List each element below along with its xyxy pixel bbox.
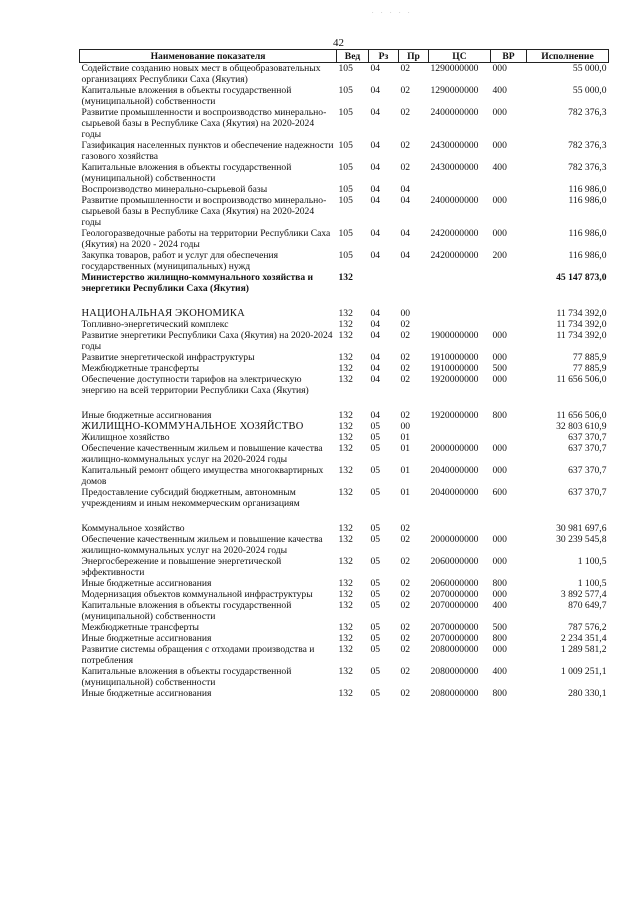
table-row [80, 352, 609, 363]
cell-rz: 05 [370, 633, 381, 644]
cell-vr: 400 [492, 162, 507, 173]
table-row [80, 556, 609, 578]
cell-name: Капитальные вложения в объекты государственной (муниципальной) собственности [81, 600, 292, 622]
table-row [80, 228, 609, 250]
cell-cs: 1920000000 [430, 410, 479, 421]
cell-exec: 1 009 251,1 [560, 666, 607, 677]
cell-vr: 000 [492, 556, 507, 567]
cell-exec: 787 576,2 [568, 622, 607, 633]
cell-cs: 1290000000 [430, 63, 479, 74]
table-row [80, 432, 609, 443]
cell-vr: 600 [492, 487, 507, 498]
cell-cs: 2430000000 [430, 162, 479, 173]
cell-ved: 105 [338, 107, 353, 118]
header-exec: Исполнение [527, 50, 609, 63]
cell-exec: 11 734 392,0 [556, 308, 607, 319]
top-marks: . . . . . [372, 9, 413, 15]
table-row [80, 184, 609, 195]
cell-pr: 02 [400, 556, 411, 567]
cell-ved: 105 [338, 228, 353, 239]
cell-vr: 500 [492, 363, 507, 374]
cell-rz: 05 [370, 465, 381, 476]
cell-exec: 32 803 610,9 [556, 421, 607, 432]
cell-rz: 05 [370, 556, 381, 567]
cell-vr [491, 272, 527, 308]
cell-pr: 01 [400, 443, 411, 454]
cell-vr: 000 [492, 228, 507, 239]
cell-ved: 132 [338, 432, 353, 443]
cell-vr: 000 [492, 443, 507, 454]
cell-exec: 77 885,9 [572, 352, 607, 363]
cell-name: Предоставление субсидий бюджетным, автономным учреждениям и иным некоммерческим организациям [81, 487, 300, 509]
cell-pr: 02 [400, 644, 411, 655]
cell-cs: 1910000000 [430, 352, 479, 363]
cell-exec: 1 100,5 [577, 556, 607, 567]
cell-exec: 30 981 697,6 [556, 523, 607, 534]
header-rz: Рз [369, 50, 399, 63]
cell-rz: 05 [370, 487, 381, 498]
cell-pr: 02 [400, 374, 411, 385]
cell-ved: 132 [338, 487, 353, 498]
cell-name: Развитие промышленности и воспроизводство минерально-сырьевой базы в Республике Саха (Якутия) на 2020-2024 годы [81, 107, 327, 140]
cell-ved: 132 [338, 578, 353, 589]
cell-rz: 05 [370, 666, 381, 677]
cell-exec: 77 885,9 [572, 363, 607, 374]
cell-pr: 02 [400, 410, 411, 421]
cell-rz: 05 [370, 523, 381, 534]
cell-ved: 132 [338, 556, 353, 567]
cell-ved: 132 [338, 352, 353, 363]
cell-vr [491, 421, 527, 432]
cell-vr: 400 [492, 666, 507, 677]
cell-rz: 04 [370, 107, 381, 118]
table-row [80, 534, 609, 556]
cell-cs [429, 523, 491, 534]
cell-name: Иные бюджетные ассигнования [81, 688, 212, 699]
table-row [80, 162, 609, 184]
cell-rz: 04 [370, 140, 381, 151]
table-row [80, 63, 609, 86]
cell-rz: 04 [370, 410, 381, 421]
table-row [80, 421, 609, 432]
cell-vr: 400 [492, 85, 507, 96]
cell-pr: 02 [400, 578, 411, 589]
cell-exec: 637 370,7 [568, 465, 607, 476]
table-row [80, 107, 609, 140]
cell-name: Обеспечение качественным жильем и повышение качества жилищно-коммунальных услуг на 2020-2024 годы [81, 534, 323, 556]
cell-rz: 04 [370, 374, 381, 385]
table-row [80, 465, 609, 487]
cell-ved: 132 [338, 443, 353, 454]
cell-vr: 000 [492, 63, 507, 74]
cell-pr: 02 [400, 352, 411, 363]
cell-cs: 2400000000 [430, 195, 479, 206]
cell-pr: 02 [400, 330, 411, 341]
cell-pr: 00 [400, 308, 411, 319]
table-row [80, 410, 609, 421]
cell-ved: 105 [338, 195, 353, 206]
cell-name: Иные бюджетные ассигнования [81, 578, 212, 589]
cell-ved: 132 [338, 633, 353, 644]
cell-pr: 02 [400, 107, 411, 118]
cell-cs: 2040000000 [430, 487, 479, 498]
cell-name: Обеспечение качественным жильем и повышение качества жилищно-коммунальных услуг на 2020-2024 годы [81, 443, 323, 465]
cell-ved: 132 [338, 644, 353, 655]
cell-vr: 000 [492, 589, 507, 600]
cell-cs: 2070000000 [430, 589, 479, 600]
cell-pr: 01 [400, 465, 411, 476]
cell-rz: 05 [370, 600, 381, 611]
cell-vr [491, 432, 527, 443]
cell-vr: 000 [492, 374, 507, 385]
table-row [80, 578, 609, 589]
cell-name: Развитие энергетики Республики Саха (Якутия) на 2020-2024 годы [81, 330, 333, 352]
cell-rz: 05 [370, 443, 381, 454]
cell-ved: 132 [338, 308, 353, 319]
cell-pr: 02 [400, 589, 411, 600]
cell-ved: 132 [338, 534, 353, 545]
cell-rz: 04 [370, 308, 381, 319]
cell-rz: 04 [370, 363, 381, 374]
cell-pr: 00 [400, 421, 411, 432]
cell-name: НАЦИОНАЛЬНАЯ ЭКОНОМИКА [81, 308, 245, 319]
cell-vr: 000 [492, 352, 507, 363]
cell-pr: 02 [400, 523, 411, 534]
cell-name: Межбюджетные трансферты [81, 363, 199, 374]
cell-cs: 2080000000 [430, 666, 479, 677]
cell-vr: 000 [492, 140, 507, 151]
cell-ved: 132 [338, 330, 353, 341]
cell-rz: 04 [370, 63, 381, 74]
cell-rz: 04 [370, 184, 381, 195]
cell-cs: 2040000000 [430, 465, 479, 476]
table-row [80, 600, 609, 622]
cell-rz: 04 [370, 85, 381, 96]
table-row [80, 374, 609, 410]
table-row [80, 85, 609, 107]
cell-name: Иные бюджетные ассигнования [81, 410, 212, 421]
cell-pr: 02 [400, 63, 411, 74]
cell-exec: 782 376,3 [568, 162, 607, 173]
cell-name: Модернизация объектов коммунальной инфраструктуры [81, 589, 313, 600]
cell-name: Закупка товаров, работ и услуг для обеспечения государственных (муниципальных) нужд [81, 250, 279, 272]
cell-name: Жилищное хозяйство [81, 432, 170, 443]
cell-cs: 2060000000 [430, 578, 479, 589]
cell-name: Межбюджетные трансферты [81, 622, 199, 633]
table-body [80, 63, 609, 700]
cell-pr: 02 [400, 622, 411, 633]
cell-name: Министерство жилищно-коммунального хозяйства и энергетики Республики Саха (Якутия) [81, 272, 314, 294]
cell-ved: 132 [338, 319, 353, 330]
table-row [80, 319, 609, 330]
cell-cs [429, 308, 491, 319]
cell-ved: 105 [338, 85, 353, 96]
cell-vr [491, 319, 527, 330]
table-row [80, 633, 609, 644]
table-row [80, 308, 609, 319]
cell-rz: 05 [370, 644, 381, 655]
table-row [80, 250, 609, 272]
table-row [80, 330, 609, 352]
cell-cs: 2060000000 [430, 556, 479, 567]
cell-ved: 132 [338, 688, 353, 699]
cell-cs: 2420000000 [430, 228, 479, 239]
cell-name: Геологоразведочные работы на территории Республики Саха (Якутия) на 2020 - 2024 годы [81, 228, 331, 250]
cell-name: Топливно-энергетический комплекс [81, 319, 229, 330]
cell-rz: 04 [370, 330, 381, 341]
cell-pr: 04 [400, 184, 411, 195]
cell-exec: 637 370,7 [568, 432, 607, 443]
cell-rz: 05 [370, 578, 381, 589]
cell-exec: 11 734 392,0 [556, 319, 607, 330]
table-row [80, 589, 609, 600]
cell-rz: 04 [370, 352, 381, 363]
cell-exec: 782 376,3 [568, 140, 607, 151]
cell-vr: 400 [492, 600, 507, 611]
cell-pr: 04 [400, 250, 411, 261]
cell-name: ЖИЛИЩНО-КОММУНАЛЬНОЕ ХОЗЯЙСТВО [81, 421, 304, 432]
cell-pr: 02 [400, 363, 411, 374]
cell-ved: 132 [338, 410, 353, 421]
cell-name: Обеспечение доступности тарифов на электрическую энергию на всей территории Республики Саха (Якутия) [81, 374, 309, 396]
cell-vr [491, 184, 527, 195]
cell-exec: 3 892 577,4 [560, 589, 607, 600]
cell-name: Иные бюджетные ассигнования [81, 633, 212, 644]
cell-exec: 45 147 873,0 [556, 272, 607, 283]
cell-exec: 11 656 506,0 [556, 410, 607, 421]
cell-rz: 04 [370, 162, 381, 173]
cell-vr: 800 [492, 578, 507, 589]
table-row [80, 688, 609, 699]
cell-pr: 02 [400, 688, 411, 699]
header-ved: Вед [337, 50, 369, 63]
cell-vr: 800 [492, 688, 507, 699]
header-cs: ЦС [429, 50, 491, 63]
cell-pr: 02 [400, 140, 411, 151]
cell-name: Капитальные вложения в объекты государственной (муниципальной) собственности [81, 162, 292, 184]
table-row [80, 272, 609, 308]
cell-name: Содействие созданию новых мест в общеобразовательных организациях Республики Саха (Якутия) [81, 63, 321, 85]
cell-rz: 04 [370, 228, 381, 239]
cell-exec: 11 656 506,0 [556, 374, 607, 385]
cell-ved: 132 [338, 421, 353, 432]
cell-name: Коммунальное хозяйство [81, 523, 185, 534]
cell-cs: 2080000000 [430, 688, 479, 699]
cell-rz: 05 [370, 432, 381, 443]
cell-rz: 05 [370, 534, 381, 545]
table-row [80, 195, 609, 228]
cell-cs: 2000000000 [430, 534, 479, 545]
budget-execution-table [79, 49, 609, 699]
cell-vr: 800 [492, 410, 507, 421]
cell-ved: 132 [338, 600, 353, 611]
cell-ved: 132 [338, 622, 353, 633]
cell-name: Развитие промышленности и воспроизводство минерально-сырьевой базы в Республике Саха (Якутия) на 2020-2024 годы [81, 195, 327, 228]
cell-cs: 1920000000 [430, 374, 479, 385]
table-row [80, 443, 609, 465]
cell-vr: 000 [492, 465, 507, 476]
table-header-row [80, 50, 609, 63]
cell-name: Капитальный ремонт общего имущества многоквартирных домов [81, 465, 324, 487]
header-pr: Пр [399, 50, 429, 63]
cell-vr: 000 [492, 330, 507, 341]
table-row [80, 487, 609, 523]
cell-exec: 1 100,5 [577, 578, 607, 589]
cell-rz: 05 [370, 688, 381, 699]
cell-cs [429, 319, 491, 330]
cell-rz: 05 [370, 421, 381, 432]
cell-ved: 132 [338, 666, 353, 677]
cell-rz: 04 [370, 195, 381, 206]
cell-vr [491, 308, 527, 319]
cell-exec: 280 330,1 [568, 688, 607, 699]
cell-ved: 132 [338, 363, 353, 374]
table-row [80, 622, 609, 633]
cell-vr: 000 [492, 195, 507, 206]
cell-cs: 2430000000 [430, 140, 479, 151]
cell-exec: 116 986,0 [568, 228, 607, 239]
page-number: 42 [333, 37, 344, 49]
cell-name: Воспроизводство минерально-сырьевой базы [81, 184, 268, 195]
table-row [80, 666, 609, 688]
cell-cs: 2400000000 [430, 107, 479, 118]
cell-ved: 105 [338, 63, 353, 74]
cell-pr: 02 [400, 319, 411, 330]
cell-name: Развитие энергетической инфраструктуры [81, 352, 255, 363]
cell-cs [429, 421, 491, 432]
cell-cs [429, 272, 491, 308]
cell-exec: 782 376,3 [568, 107, 607, 118]
cell-cs [429, 184, 491, 195]
cell-rz [369, 272, 399, 308]
cell-rz: 04 [370, 319, 381, 330]
cell-exec: 116 986,0 [568, 195, 607, 206]
cell-ved: 132 [338, 465, 353, 476]
cell-vr: 000 [492, 107, 507, 118]
cell-rz: 04 [370, 250, 381, 261]
cell-pr: 04 [400, 228, 411, 239]
cell-cs: 2420000000 [430, 250, 479, 261]
table-row [80, 523, 609, 534]
cell-ved: 105 [338, 140, 353, 151]
cell-vr: 000 [492, 644, 507, 655]
cell-ved: 132 [338, 374, 353, 385]
cell-cs: 1900000000 [430, 330, 479, 341]
cell-exec: 11 734 392,0 [556, 330, 607, 341]
cell-vr [491, 523, 527, 534]
cell-exec: 637 370,7 [568, 487, 607, 498]
cell-exec: 116 986,0 [568, 184, 607, 195]
cell-ved: 105 [338, 184, 353, 195]
cell-name: Капитальные вложения в объекты государственной (муниципальной) собственности [81, 666, 292, 688]
cell-cs: 2070000000 [430, 600, 479, 611]
cell-pr [399, 272, 429, 308]
cell-exec: 870 649,7 [568, 600, 607, 611]
cell-cs: 2080000000 [430, 644, 479, 655]
cell-ved: 105 [338, 250, 353, 261]
cell-cs: 1910000000 [430, 363, 479, 374]
cell-name: Развитие системы обращения с отходами производства и потребления [81, 644, 315, 666]
cell-cs: 2070000000 [430, 622, 479, 633]
table-row [80, 644, 609, 666]
cell-ved: 132 [338, 523, 353, 534]
cell-rz: 05 [370, 589, 381, 600]
cell-cs: 2000000000 [430, 443, 479, 454]
cell-exec: 1 289 581,2 [560, 644, 607, 655]
cell-vr: 500 [492, 622, 507, 633]
cell-exec: 30 239 545,8 [556, 534, 607, 545]
cell-ved: 132 [338, 589, 353, 600]
cell-vr: 800 [492, 633, 507, 644]
cell-exec: 55 000,0 [572, 85, 607, 96]
cell-name: Газификация населенных пунктов и обеспечение надежности газового хозяйства [81, 140, 334, 162]
cell-pr: 01 [400, 487, 411, 498]
cell-ved: 132 [338, 272, 353, 283]
cell-cs [429, 432, 491, 443]
cell-pr: 04 [400, 195, 411, 206]
cell-pr: 02 [400, 534, 411, 545]
cell-cs: 1290000000 [430, 85, 479, 96]
cell-exec: 637 370,7 [568, 443, 607, 454]
cell-vr: 000 [492, 534, 507, 545]
cell-name: Капитальные вложения в объекты государственной (муниципальной) собственности [81, 85, 292, 107]
cell-exec: 116 986,0 [568, 250, 607, 261]
cell-cs: 2070000000 [430, 633, 479, 644]
cell-exec: 55 000,0 [572, 63, 607, 74]
cell-exec: 2 234 351,4 [560, 633, 607, 644]
cell-name: Энергосбережение и повышение энергетической эффективности [81, 556, 282, 578]
cell-vr: 200 [492, 250, 507, 261]
cell-pr: 02 [400, 162, 411, 173]
cell-pr: 01 [400, 432, 411, 443]
header-vr: ВР [491, 50, 527, 63]
cell-rz: 05 [370, 622, 381, 633]
cell-pr: 02 [400, 633, 411, 644]
table-row [80, 140, 609, 162]
cell-ved: 105 [338, 162, 353, 173]
cell-pr: 02 [400, 85, 411, 96]
table-row [80, 363, 609, 374]
header-name: Наименование показателя [80, 50, 337, 63]
cell-pr: 02 [400, 600, 411, 611]
cell-pr: 02 [400, 666, 411, 677]
